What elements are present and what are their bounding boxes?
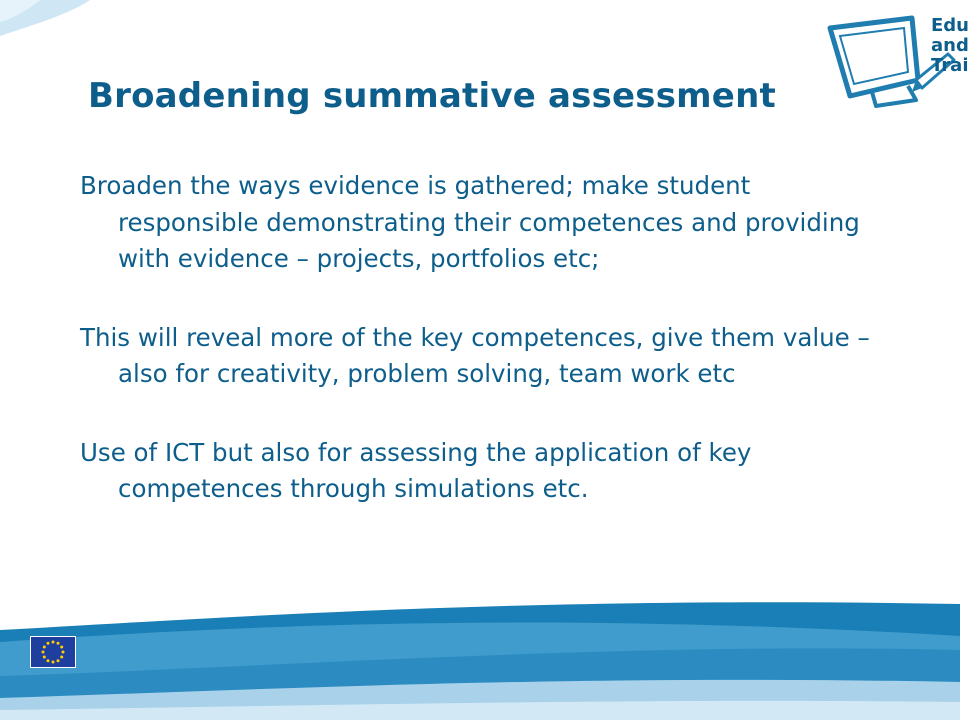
slide-title: Broadening summative assessment	[88, 76, 776, 116]
logo-line: Trai	[931, 55, 969, 76]
logo-line: Edu	[931, 15, 969, 36]
slide-body	[80, 168, 880, 550]
bottom-waves	[0, 590, 960, 720]
top-left-swoosh	[0, 0, 120, 70]
logo-line: and	[931, 35, 969, 56]
eu-flag-icon	[30, 636, 76, 668]
bullet-paragraph: Broaden the ways evidence is gathered; make student responsible demonstrating their competences and providing with evidence – projects, portfolios etc;	[80, 171, 860, 273]
bullet-paragraph: This will reveal more of the key competences, give them value – also for creativity, problem solving, team work etc	[80, 322, 870, 388]
bullet-paragraph: Use of ICT but also for assessing the application of key competences through simulations etc.	[80, 437, 752, 503]
logo-text	[931, 16, 969, 76]
